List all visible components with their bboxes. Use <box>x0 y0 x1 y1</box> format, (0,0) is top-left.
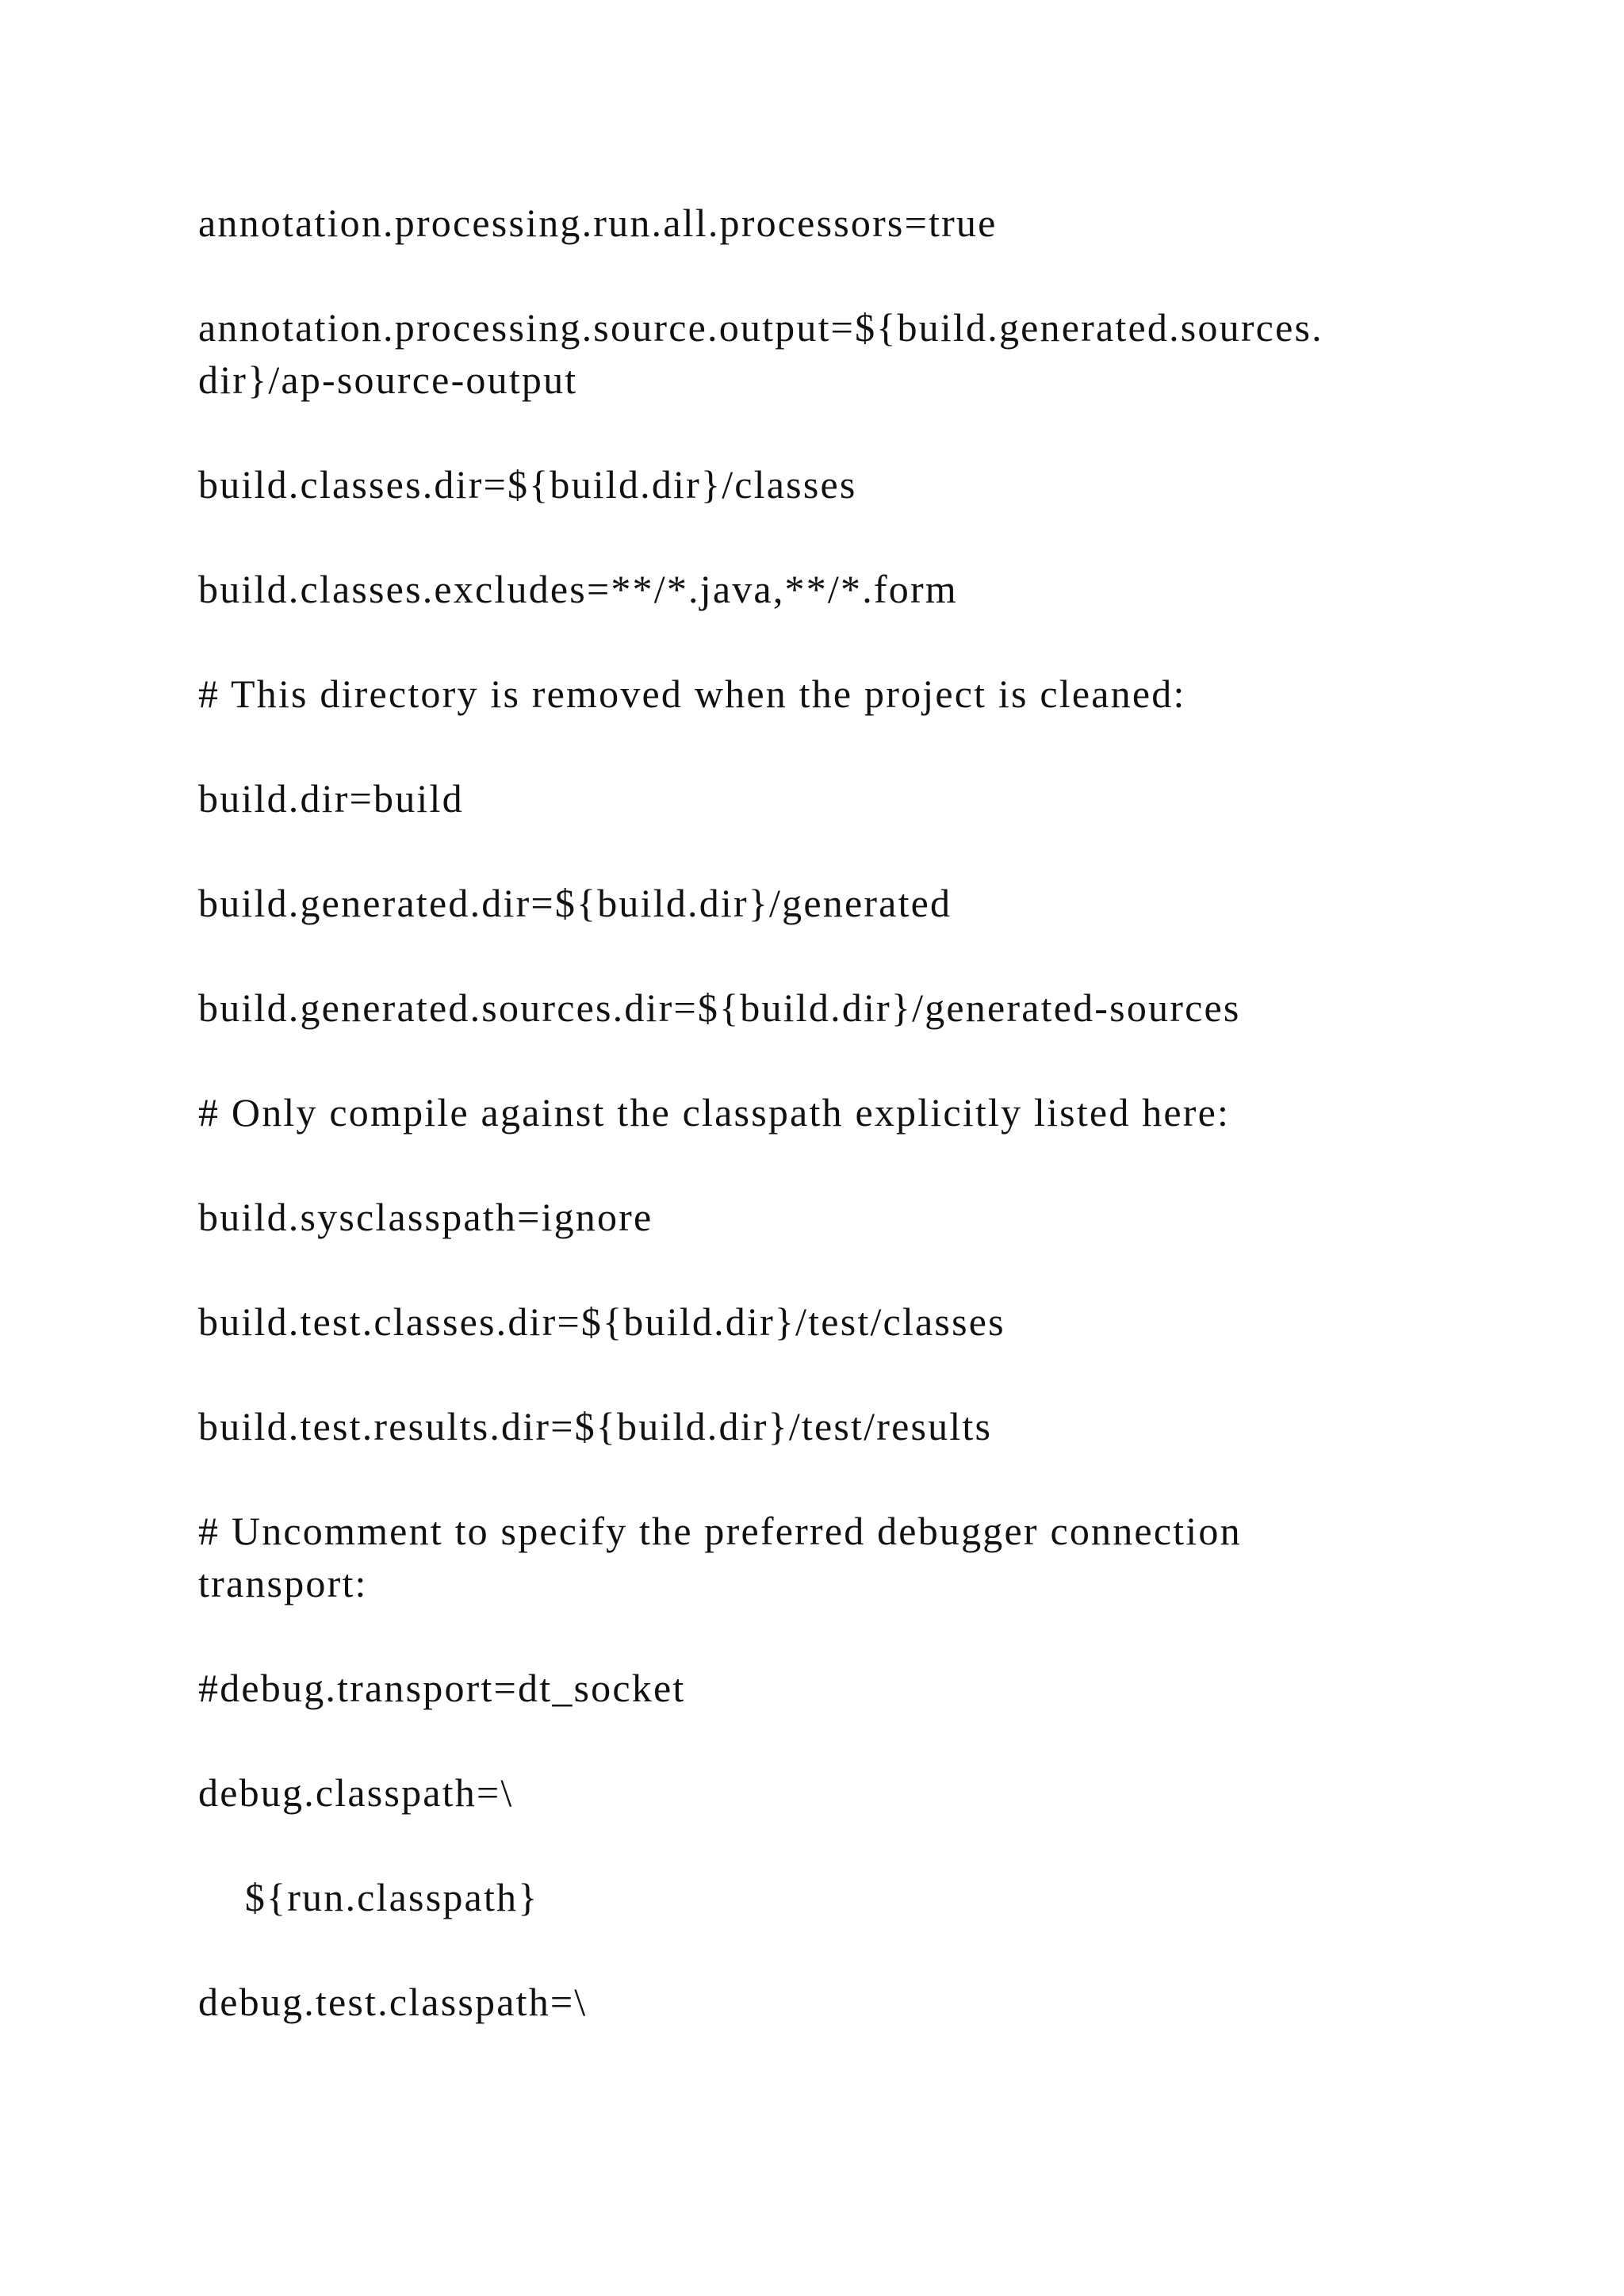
text-line: annotation.processing.run.all.processors=true <box>198 201 998 245</box>
text-line: build.classes.dir=${build.dir}/classes <box>198 462 857 507</box>
comment-line: # This directory is removed when the project is cleaned: <box>198 672 1186 716</box>
text-line: ${run.classpath} <box>198 1875 539 1919</box>
text-line: build.test.classes.dir=${build.dir}/test/classes <box>198 1299 1005 1344</box>
text-line: build.classes.excludes=**/*.java,**/*.form <box>198 567 958 611</box>
text-line: annotation.processing.source.output=${build.generated.sources. dir}/ap-source-output <box>198 305 1323 402</box>
text-line: debug.classpath=\ <box>198 1770 514 1815</box>
text-line: #debug.transport=dt_socket <box>198 1666 686 1710</box>
text-line: build.dir=build <box>198 776 464 821</box>
text-line: debug.test.classpath=\ <box>198 1980 588 2024</box>
text-line: build.generated.dir=${build.dir}/generated <box>198 881 952 925</box>
comment-line: # Uncomment to specify the preferred debugger connection transport: <box>198 1509 1242 1605</box>
document-body <box>198 197 1467 2080</box>
comment-line: # Only compile against the classpath explicitly listed here: <box>198 1090 1231 1135</box>
text-line: build.generated.sources.dir=${build.dir}/generated-sources <box>198 985 1241 1030</box>
text-line: build.test.results.dir=${build.dir}/test/results <box>198 1404 993 1448</box>
text-line: build.sysclasspath=ignore <box>198 1195 653 1239</box>
